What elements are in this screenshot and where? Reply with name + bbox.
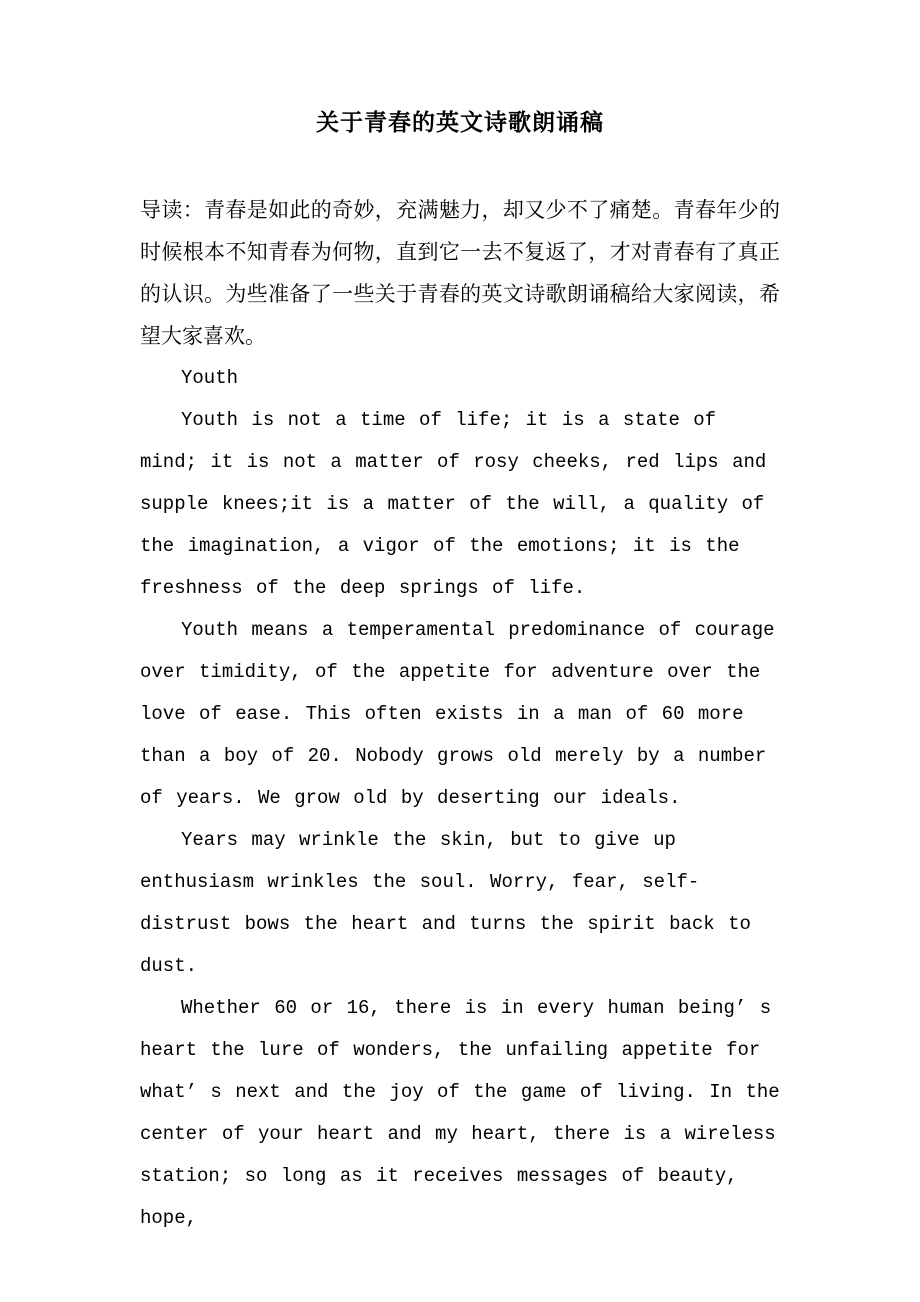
poem-paragraph-3: Years may wrinkle the skin, but to give up enthusiasm wrinkles the soul. Worry, fear, self-distrust bows the heart and turns the spirit back to dust.: [140, 829, 751, 977]
poem-paragraph-4: Whether 60 or 16, there is in every human being’ s heart the lure of wonders, the unfailing appetite for what’ s next and the joy of the game of living. In the center of your heart and my heart, there is a wireless station; so long as it receives messages of beauty, hope,: [140, 997, 780, 1229]
poem-paragraph-2: Youth means a temperamental predominance of courage over timidity, of the appetite for adventure over the love of ease. This often exists in a man of 60 more than a boy of 20. Nobody grows old merely by a number of years. We grow old by deserting our ideals.: [140, 619, 775, 809]
poem-paragraph-1: Youth is not a time of life; it is a state of mind; it is not a matter of rosy cheeks, red lips and supple knees;it is a matter of the will, a quality of the imagination, a vigor of the emotions; it is the freshness of the deep springs of life.: [140, 409, 767, 599]
intro-paragraph: 导读：青春是如此的奇妙，充满魅力，却又少不了痛楚。青春年少的时候根本不知青春为何物，直到它一去不复返了，才对青春有了真正的认识。为些准备了一些关于青春的英文诗歌朗诵稿给大家阅读，希望大家喜欢。: [140, 198, 780, 348]
poem-title: Youth: [181, 367, 239, 389]
page-title: 关于青春的英文诗歌朗诵稿: [316, 109, 604, 135]
